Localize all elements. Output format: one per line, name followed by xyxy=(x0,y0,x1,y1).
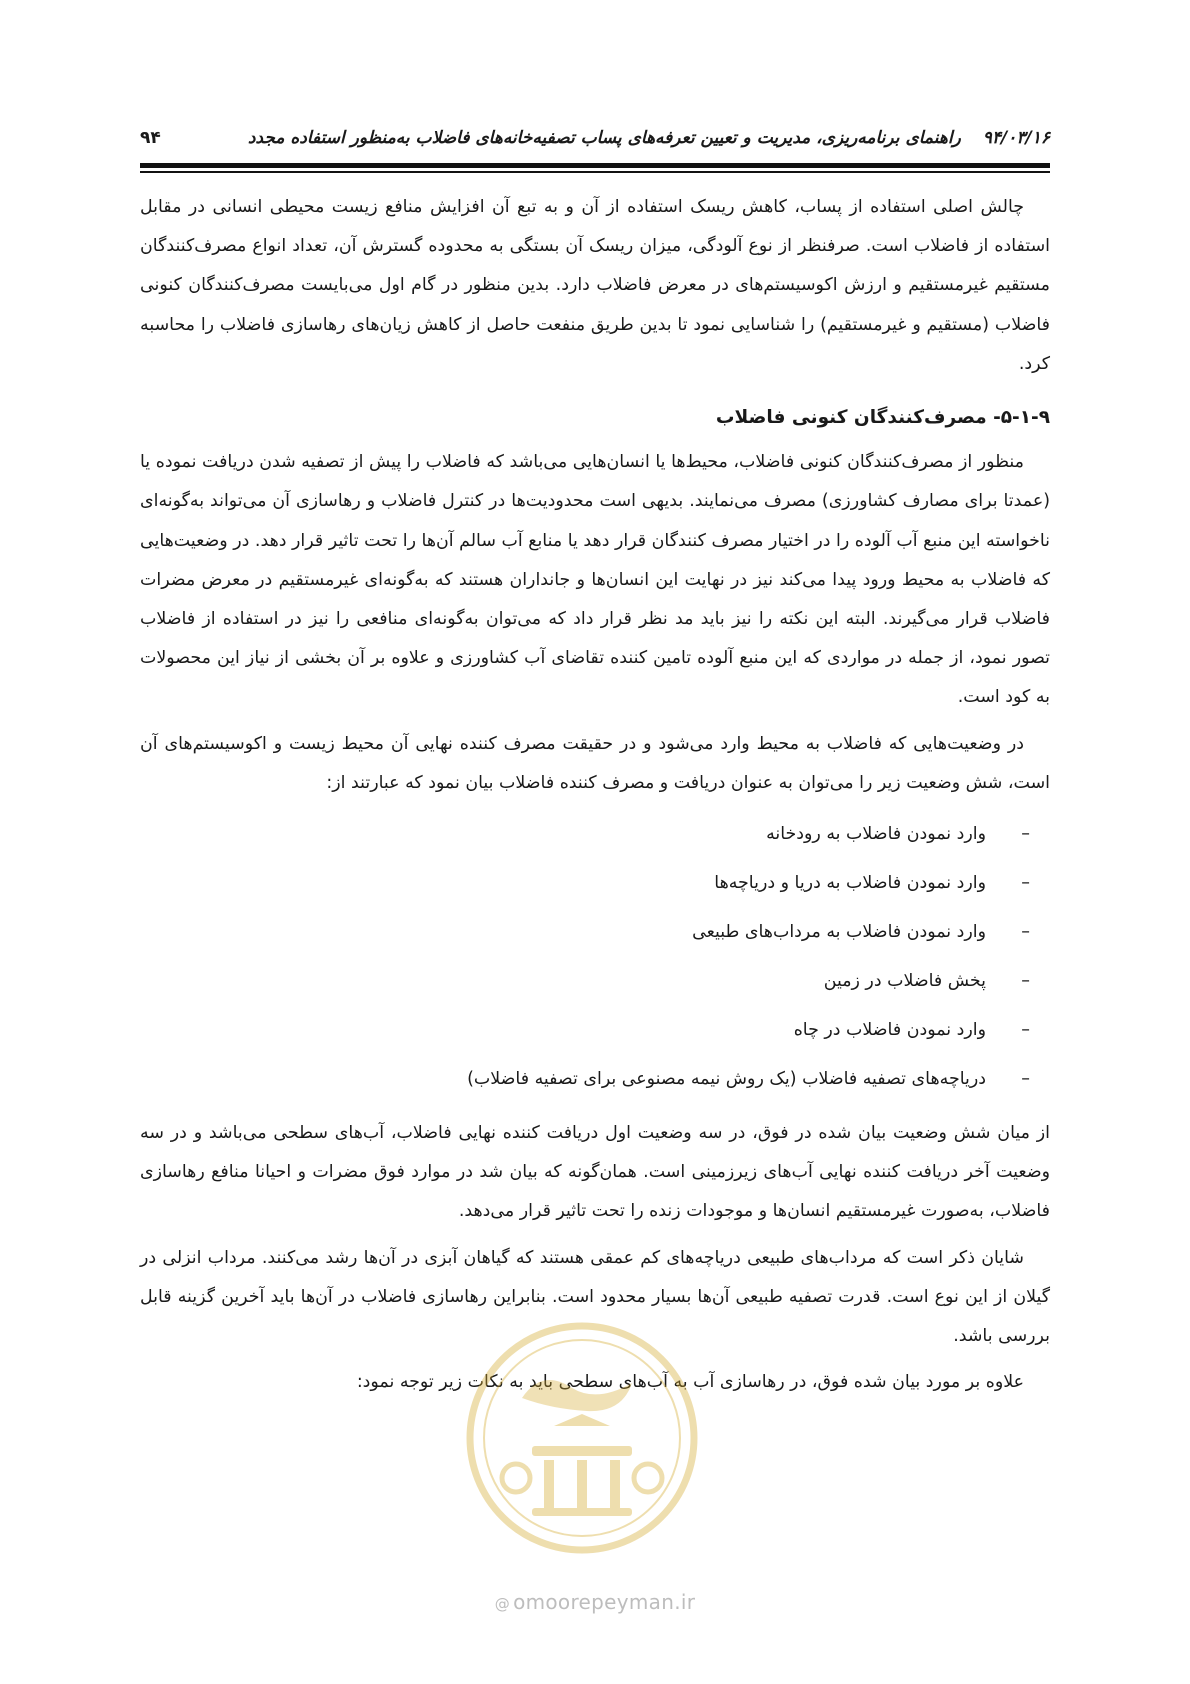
paragraph-intro: چالش اصلی استفاده از پساب، کاهش ریسک استفاده از آن و به تبع آن افزایش منافع زیست محیطی انسانی در مقابل استفاده از فاضلاب است. صرفنظر از نوع آلودگی، میزان ریسک آن بستگی به محدوده گسترش آن، تعداد انواع مصرف‌کنندگان مستقیم غیرمستقیم و ارزش اکوسیستم‌های در معرض فاضلاب دارد. بدین منظور در گام اول می‌بایست مصرف‌کنندگان کنونی فاضلاب (مستقیم و غیرمستقیم) را شناسایی نمود تا بدین طریق منفعت حاصل از کاهش زیان‌های رهاسازی فاضلاب را محاسبه کرد. xyxy=(140,197,1050,374)
list-item-text: دریاچه‌های تصفیه فاضلاب (یک روش نیمه مصنوعی برای تصفیه فاضلاب) xyxy=(467,1069,986,1090)
list-item-text: وارد نمودن فاضلاب به دریا و دریاچه‌ها xyxy=(714,873,986,894)
list-item-text: وارد نمودن فاضلاب به مرداب‌های طبیعی xyxy=(692,922,986,943)
running-title xyxy=(248,128,1050,148)
bullet-dash: – xyxy=(1021,1020,1030,1041)
paragraph-consumers-definition: منظور از مصرف‌کنندگان کنونی فاضلاب، محیط‌ها یا انسان‌هایی می‌باشد که فاضلاب را پیش از تصفیه شدن دریافت نموده یا (عمدتا برای مصارف کشاورزی) مصرف می‌نمایند. بدیهی است محدودیت‌ها در کنترل فاضلاب و رهاسازی آن می‌تواند به‌گونه‌ای ناخواسته این منبع آب آلوده را در اختیار مصرف کنندگان قرار دهد یا منابع آب سالم آن‌ها را تحت تاثیر قرار دهد. در وضعیت‌هایی که فاضلاب به محیط ورود پیدا می‌کند نیز در نهایت این انسان‌ها و جانداران هستند که به‌گونه‌ای غیرمستقیم در معرض مضرات فاضلاب قرار می‌گیرند. البته این نکته را نیز باید مد نظر قرار داد که می‌توان به‌گونه‌ای منافعی را نیز در استفاده از فاضلاب تصور نمود، از جمله در مواردی که این منبع آلوده تامین کننده تقاضای آب کشاورزی و علاوه بر آن بخشی از نیاز این محصولات به کود است. xyxy=(140,452,1050,708)
header-date: ۹۴/۰۳/۱۶ xyxy=(982,128,1050,148)
list-item xyxy=(140,957,1030,1006)
list-item-text: پخش فاضلاب در زمین xyxy=(823,971,986,992)
section-heading: ۵-۱-۹- مصرف‌کنندگان کنونی فاضلاب xyxy=(715,407,1050,429)
header-rule-thin xyxy=(140,171,1050,173)
paragraph-wetlands: شایان ذکر است که مرداب‌های طبیعی دریاچه‌های کم عمقی هستند که گیاهان آبزی در آن‌ها رشد می‌کنند. مرداب انزلی در گیلان از این نوع است. قدرت تصفیه طبیعی آن‌ها بسیار محدود است. بنابراین رهاسازی فاضلاب در آن‌ها باید آخرین گزینه قابل بررسی باشد. xyxy=(140,1247,1050,1347)
bullet-dash: – xyxy=(1021,1069,1030,1090)
bullet-dash: – xyxy=(1021,922,1030,943)
paragraph-surface-release: علاوه بر مورد بیان شده فوق، در رهاسازی آب به آب‌های سطحی باید به نکات زیر توجه نمود: xyxy=(356,1372,1024,1393)
bullet-list xyxy=(140,810,1050,1104)
list-item-text: وارد نمودن فاضلاب در چاه xyxy=(793,1020,986,1041)
page-number: ۹۴ xyxy=(140,128,161,148)
paragraph-surface-ground: از میان شش وضعیت بیان شده در فوق، در سه وضعیت اول دریافت کننده نهایی فاضلاب، آب‌های سطحی می‌باشد و در سه وضعیت آخر دریافت کننده نهایی آب‌های زیرزمینی است. همان‌گونه که بیان شد در موارد فوق مضرات و احیانا منافع رهاسازی فاضلاب، به‌صورت غیرمستقیم انسان‌ها و موجودات زنده را تحت تاثیر قرار می‌دهد. xyxy=(140,1123,1050,1222)
list-item xyxy=(140,1006,1030,1055)
bullet-dash: – xyxy=(1021,824,1030,845)
watermark-logo-icon xyxy=(462,1318,702,1558)
paragraph-six-situations: در وضعیت‌هایی که فاضلاب به محیط وارد می‌شود و در حقیقت مصرف کننده نهایی آن محیط زیست و اکوسیستم‌های آن است، شش وضعیت زیر را می‌توان به عنوان دریافت و مصرف کننده فاضلاب بیان نمود که عبارتند از: xyxy=(140,733,1050,793)
bullet-dash: – xyxy=(1021,873,1030,894)
at-icon: @ xyxy=(494,1595,511,1613)
header-rule-thick xyxy=(140,163,1050,168)
list-item xyxy=(140,1055,1030,1104)
list-item-text: وارد نمودن فاضلاب به رودخانه xyxy=(766,824,986,845)
bullet-dash: – xyxy=(1021,971,1030,992)
watermark-site xyxy=(0,1590,1190,1614)
page-header xyxy=(140,126,1050,156)
body-content xyxy=(140,188,1050,1409)
list-item xyxy=(140,859,1030,908)
header-title-text: راهنمای برنامه‌ریزی، مدیریت و تعیین تعرفه‌های پساب تصفیه‌خانه‌های فاضلاب به‌منظور استفاده مجدد xyxy=(247,128,961,148)
watermark-site-text: omoorepeyman.ir xyxy=(513,1590,696,1614)
list-item xyxy=(140,810,1030,859)
list-item xyxy=(140,908,1030,957)
